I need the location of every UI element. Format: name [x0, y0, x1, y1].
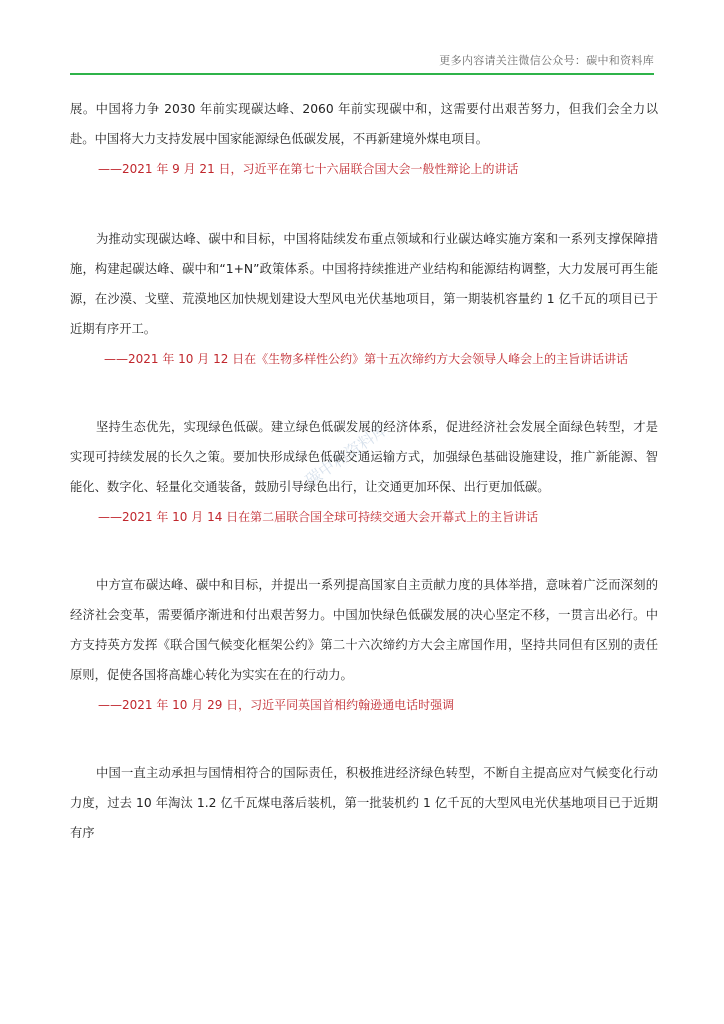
paragraph-3: 坚持生态优先，实现绿色低碳。建立绿色低碳发展的经济体系，促进经济社会发展全面绿色转型，才是实现可持续发展的长久之策。要加快形成绿色低碳交通运输方式，加强绿色基础设施建设，推广新能源、智能化、数字化、轻量化交通装备，鼓励引导绿色出行，让交通更加环保、出行更加低碳。 — [70, 420, 658, 494]
quote-3: ——2021 年 10 月 14 日在第二届联合国全球可持续交通大会开幕式上的主旨讲话 — [98, 510, 539, 524]
spacer — [70, 374, 658, 412]
spacer — [70, 184, 658, 224]
header-divider — [70, 73, 654, 75]
document-body — [70, 94, 658, 848]
quote-1: ——2021 年 9 月 21 日，习近平在第七十六届联合国大会一般性辩论上的讲话 — [98, 162, 519, 176]
watermark: 碳中和资料库 — [301, 419, 392, 491]
quote-4: ——2021 年 10 月 29 日，习近平同英国首相约翰逊通电话时强调 — [98, 698, 455, 712]
spacer — [70, 720, 658, 758]
paragraph-4: 中方宣布碳达峰、碳中和目标，并提出一系列提高国家自主贡献力度的具体举措，意味着广泛而深刻的经济社会变革，需要循序渐进和付出艰苦努力。中国加快绿色低碳发展的决心坚定不移，一贯言出必行。中方支持英方发挥《联合国气候变化框架公约》第二十六次缔约方大会主席国作用，坚持共同但有区别的责任原则，促使各国将高雄心转化为实实在在的行动力。 — [70, 578, 658, 682]
quote-2: ——2021 年 10 月 12 日在《生物多样性公约》第十五次缔约方大会领导人峰会上的主旨讲话讲话 — [104, 352, 629, 366]
paragraph-2: 为推动实现碳达峰、碳中和目标，中国将陆续发布重点领域和行业碳达峰实施方案和一系列支撑保障措施，构建起碳达峰、碳中和“1+N”政策体系。中国将持续推进产业结构和能源结构调整，大力发展可再生能源，在沙漠、戈壁、荒漠地区加快规划建设大型风电光伏基地项目，第一期装机容量约 1 亿千瓦的项目已于近期有序开工。 — [70, 232, 658, 336]
paragraph-1: 展。中国将力争 2030 年前实现碳达峰、2060 年前实现碳中和，这需要付出艰苦努力，但我们会全力以赴。中国将大力支持发展中国家能源绿色低碳发展，不再新建境外煤电项目。 — [70, 102, 658, 146]
paragraph-5: 中国一直主动承担与国情相符合的国际责任，积极推进经济绿色转型，不断自主提高应对气候变化行动力度，过去 10 年淘汰 1.2 亿千瓦煤电落后装机，第一批装机约 1 亿千瓦的大型风电光伏基地项目已于近期有序 — [70, 766, 658, 840]
spacer — [70, 532, 658, 570]
page-header-text: 更多内容请关注微信公众号：碳中和资料库 — [439, 54, 654, 67]
